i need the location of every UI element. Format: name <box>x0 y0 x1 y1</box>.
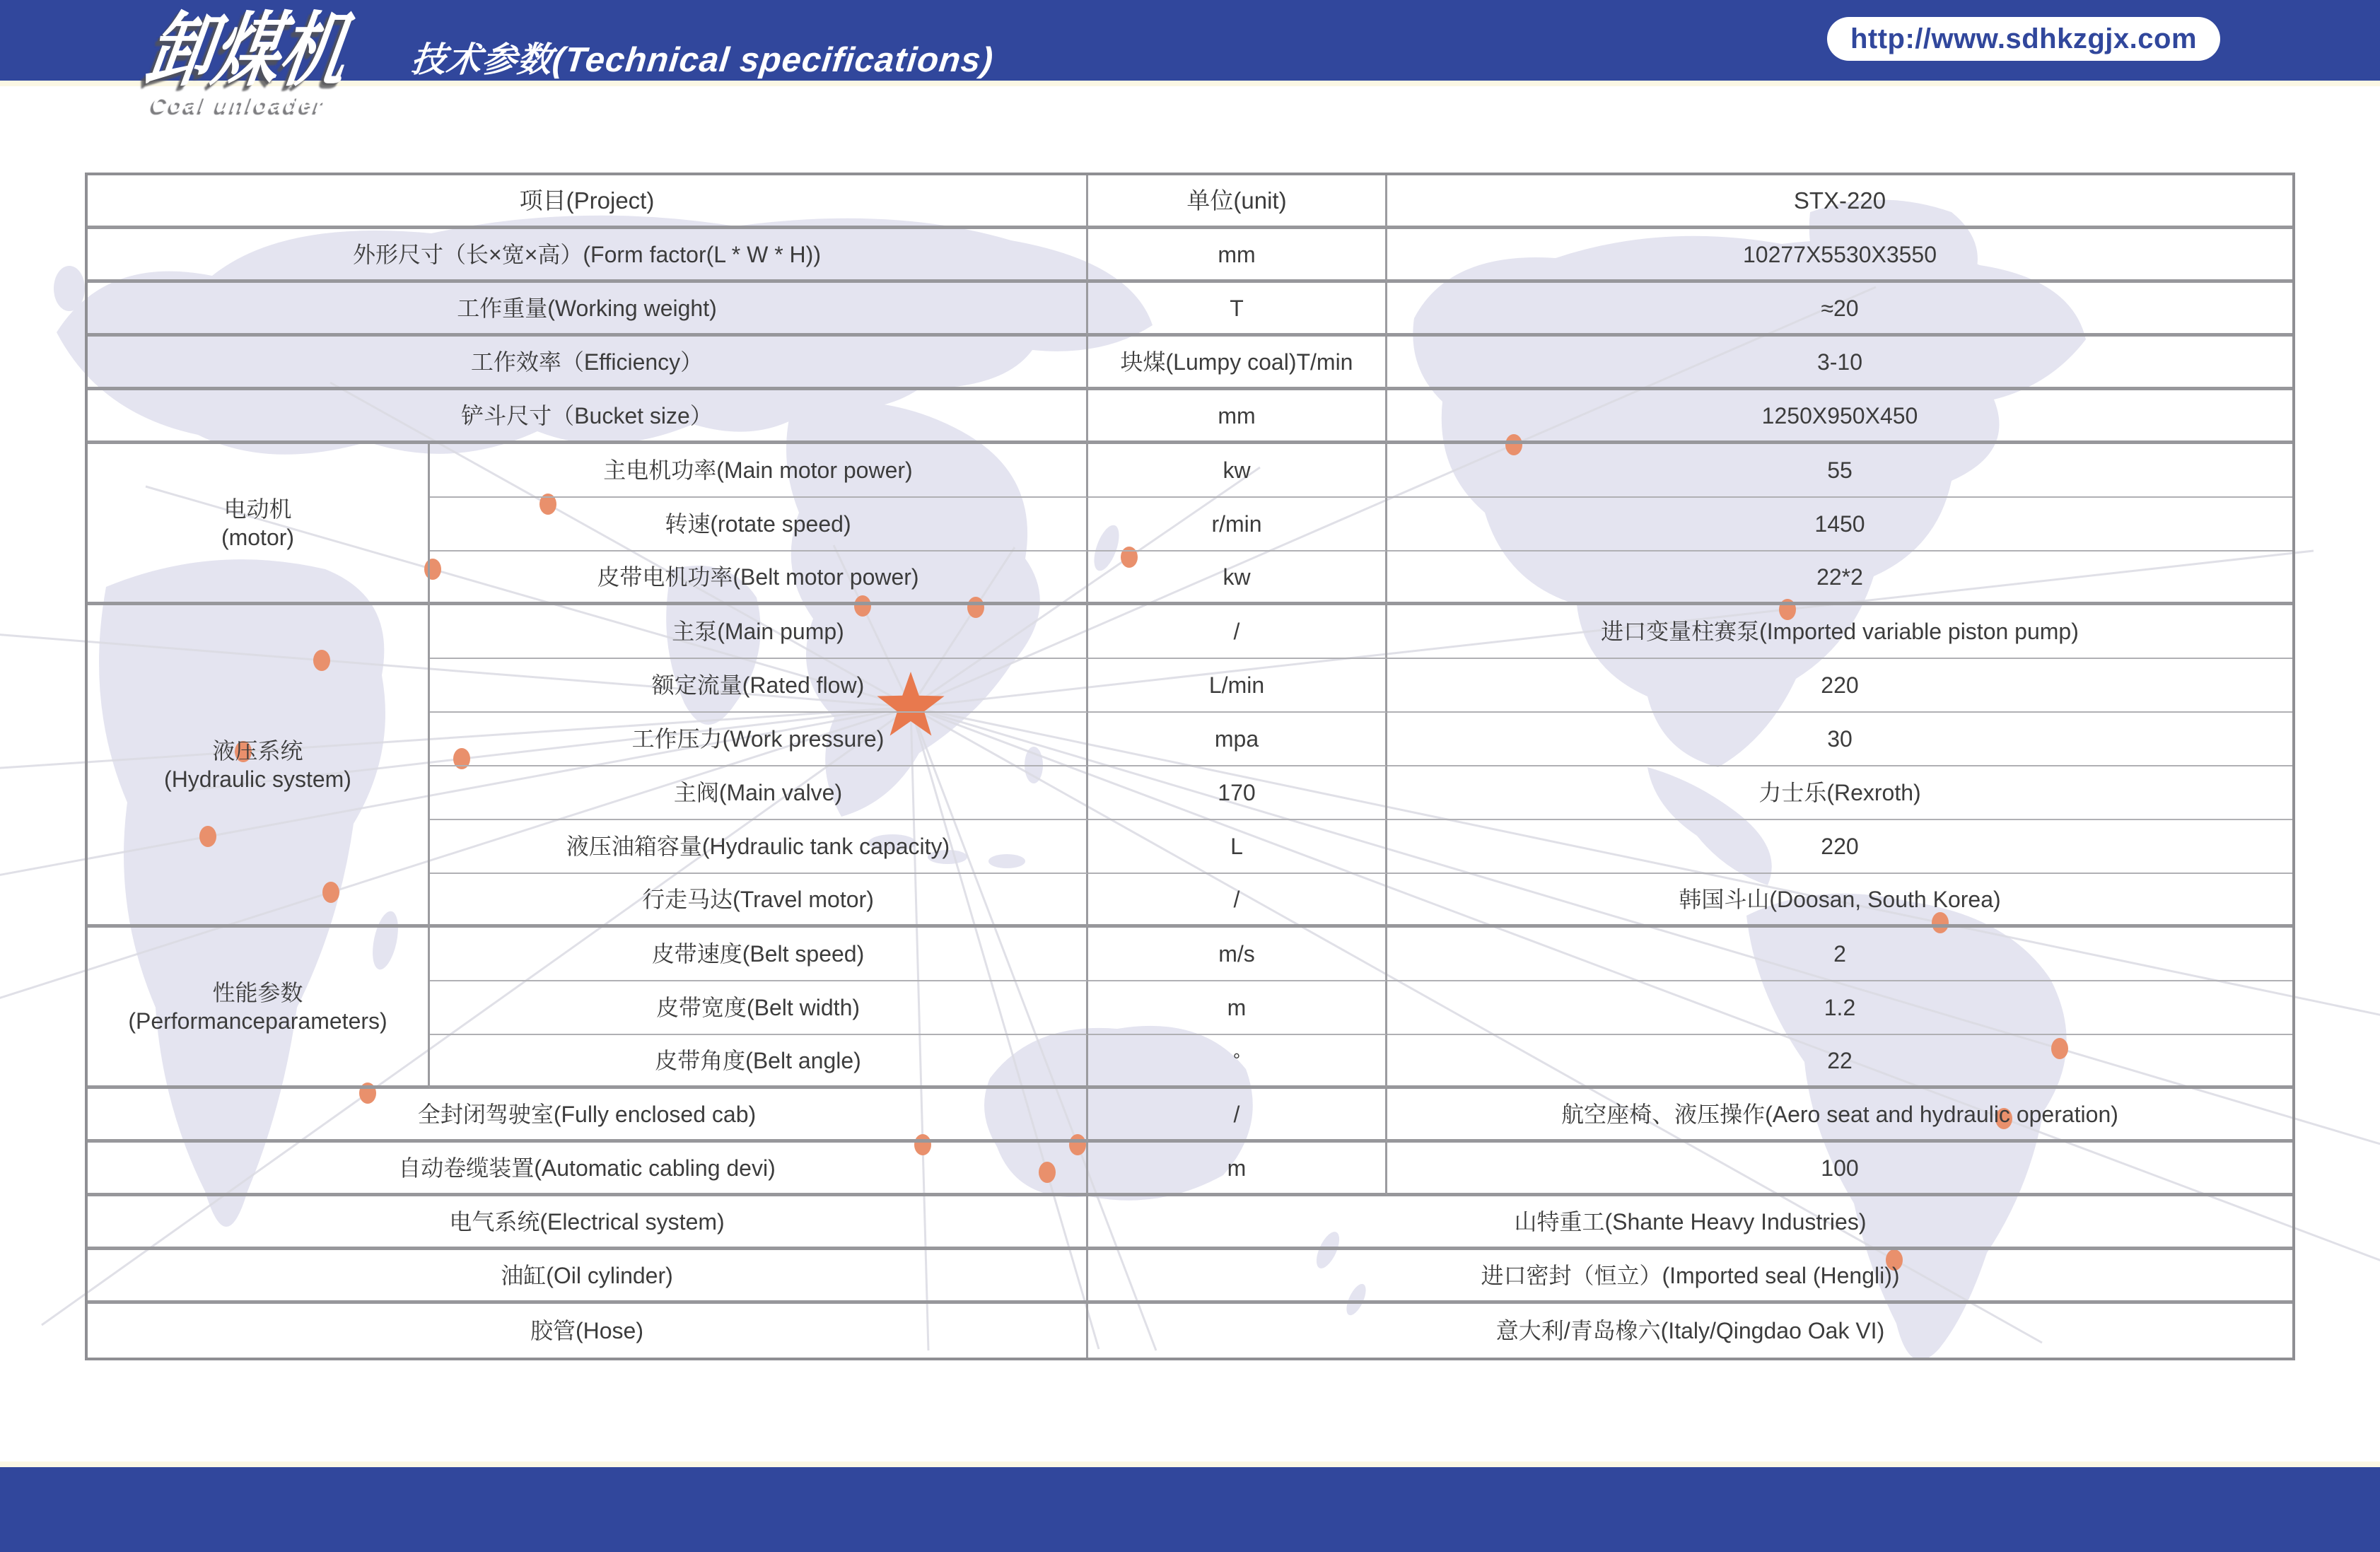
group-label-cn: 液压系统 <box>212 737 303 764</box>
spec-value-cell: 220 <box>1387 820 2292 874</box>
spec-group-cell-hydraulic <box>88 605 430 928</box>
spec-item-cell: 皮带宽度(Belt width) <box>430 981 1088 1035</box>
spec-value-cell: 220 <box>1387 659 2292 713</box>
spec-value-cell: 1250X950X450 <box>1387 390 2292 444</box>
spec-value-cell: 航空座椅、液压操作(Aero seat and hydraulic operation) <box>1387 1089 2292 1143</box>
spec-unit-cell: kw <box>1088 444 1387 498</box>
spec-unit-cell: L/min <box>1088 659 1387 713</box>
spec-value-cell: ≈20 <box>1387 283 2292 337</box>
group-label-en: (motor) <box>221 524 295 550</box>
logo-cn-text: 卸煤机 <box>140 5 354 95</box>
spec-value-cell: 10277X5530X3550 <box>1387 229 2292 283</box>
spec-unit-cell: m/s <box>1088 928 1387 981</box>
spec-group-cell-motor <box>88 444 430 605</box>
spec-unit-cell: 170 <box>1088 766 1387 820</box>
spec-value-cell: 3-10 <box>1387 337 2292 390</box>
group-label-cn: 电动机 <box>223 496 292 522</box>
spec-unit-cell: / <box>1088 605 1387 659</box>
spec-item-cell: 皮带电机功率(Belt motor power) <box>430 552 1088 605</box>
spec-item-cell: 全封闭驾驶室(Fully enclosed cab) <box>88 1089 1088 1143</box>
spec-item-cell: 胶管(Hose) <box>88 1304 1088 1358</box>
spec-item-cell: 外形尺寸（长×宽×高）(Form factor(L * W * H)) <box>88 229 1088 283</box>
spec-item-cell: 油缸(Oil cylinder) <box>88 1250 1088 1304</box>
logo <box>140 5 371 117</box>
spec-item-cell: 行走马达(Travel motor) <box>430 874 1088 928</box>
spec-unit-cell: kw <box>1088 552 1387 605</box>
spec-item-cell: 主泵(Main pump) <box>430 605 1088 659</box>
spec-item-cell: 主电机功率(Main motor power) <box>430 444 1088 498</box>
spec-item-cell: 主阀(Main valve) <box>430 766 1088 820</box>
col-header-project: 项目(Project) <box>88 175 1088 229</box>
spec-unit-cell: mpa <box>1088 713 1387 766</box>
spec-unit-cell: mm <box>1088 390 1387 444</box>
spec-value-cell: 2 <box>1387 928 2292 981</box>
spec-item-cell: 工作效率（Efficiency） <box>88 337 1088 390</box>
spec-value-cell: 山特重工(Shante Heavy Industries) <box>1088 1196 2292 1250</box>
spec-unit-cell: 块煤(Lumpy coal)T/min <box>1088 337 1387 390</box>
spec-unit-cell: mm <box>1088 229 1387 283</box>
col-header-unit: 单位(unit) <box>1088 175 1387 229</box>
spec-value-cell: 进口变量柱赛泵(Imported variable piston pump) <box>1387 605 2292 659</box>
logo-en-text: Coal unloader <box>150 92 328 117</box>
spec-item-cell: 电气系统(Electrical system) <box>88 1196 1088 1250</box>
spec-item-cell: 皮带速度(Belt speed) <box>430 928 1088 981</box>
spec-value-cell: 韩国斗山(Doosan, South Korea) <box>1387 874 2292 928</box>
spec-unit-cell: / <box>1088 874 1387 928</box>
page-title: 技术参数(Technical specifications) <box>409 41 996 79</box>
spec-unit-cell: / <box>1088 1089 1387 1143</box>
spec-item-cell: 自动卷缆装置(Automatic cabling devi) <box>88 1143 1088 1196</box>
spec-item-cell: 液压油箱容量(Hydraulic tank capacity) <box>430 820 1088 874</box>
spec-value-cell: 意大利/青岛橡六(Italy/Qingdao Oak VI) <box>1495 1318 1885 1343</box>
spec-unit-cell: T <box>1088 283 1387 337</box>
spec-unit-cell: L <box>1088 820 1387 874</box>
spec-item-cell: 转速(rotate speed) <box>430 498 1088 552</box>
spec-value-cell: 1.2 <box>1387 981 2292 1035</box>
spec-value-cell: 30 <box>1387 713 2292 766</box>
spec-value-cell: 进口密封（恒立）(Imported seal (Hengli)) <box>1088 1250 2292 1304</box>
spec-value-cell: 力士乐(Rexroth) <box>1387 766 2292 820</box>
spec-value-cell: 55 <box>1387 444 2292 498</box>
spec-item-cell: 工作重量(Working weight) <box>88 283 1088 337</box>
spec-unit-cell: ° <box>1088 1035 1387 1089</box>
spec-item-cell: 工作压力(Work pressure) <box>430 713 1088 766</box>
spec-unit-cell: m <box>1088 981 1387 1035</box>
spec-value-cell: 1450 <box>1387 498 2292 552</box>
col-header-model: STX-220 <box>1387 175 2292 229</box>
bottom-banner <box>0 1467 2380 1552</box>
spec-group-cell-performance <box>88 928 430 1089</box>
spec-item-cell: 皮带角度(Belt angle) <box>430 1035 1088 1089</box>
footer-divider <box>0 1461 2380 1467</box>
spec-value-cell: 100 <box>1387 1143 2292 1196</box>
spec-unit-cell: m <box>1088 1143 1387 1196</box>
spec-value-cell: 22*2 <box>1387 552 2292 605</box>
spec-unit-cell: r/min <box>1088 498 1387 552</box>
group-label-en: (Hydraulic system) <box>164 766 351 792</box>
website-url-badge[interactable] <box>1827 17 2220 61</box>
group-label-cn: 性能参数 <box>212 979 303 1005</box>
spec-value-cell: 22 <box>1387 1035 2292 1089</box>
spec-item-cell: 额定流量(Rated flow) <box>430 659 1088 713</box>
group-label-en: (Performanceparameters) <box>128 1008 387 1034</box>
website-url-text: http://www.sdhkzgjx.com <box>1850 23 2198 54</box>
spec-item-cell: 铲斗尺寸（Bucket size） <box>88 390 1088 444</box>
spec-table <box>85 173 2295 1360</box>
